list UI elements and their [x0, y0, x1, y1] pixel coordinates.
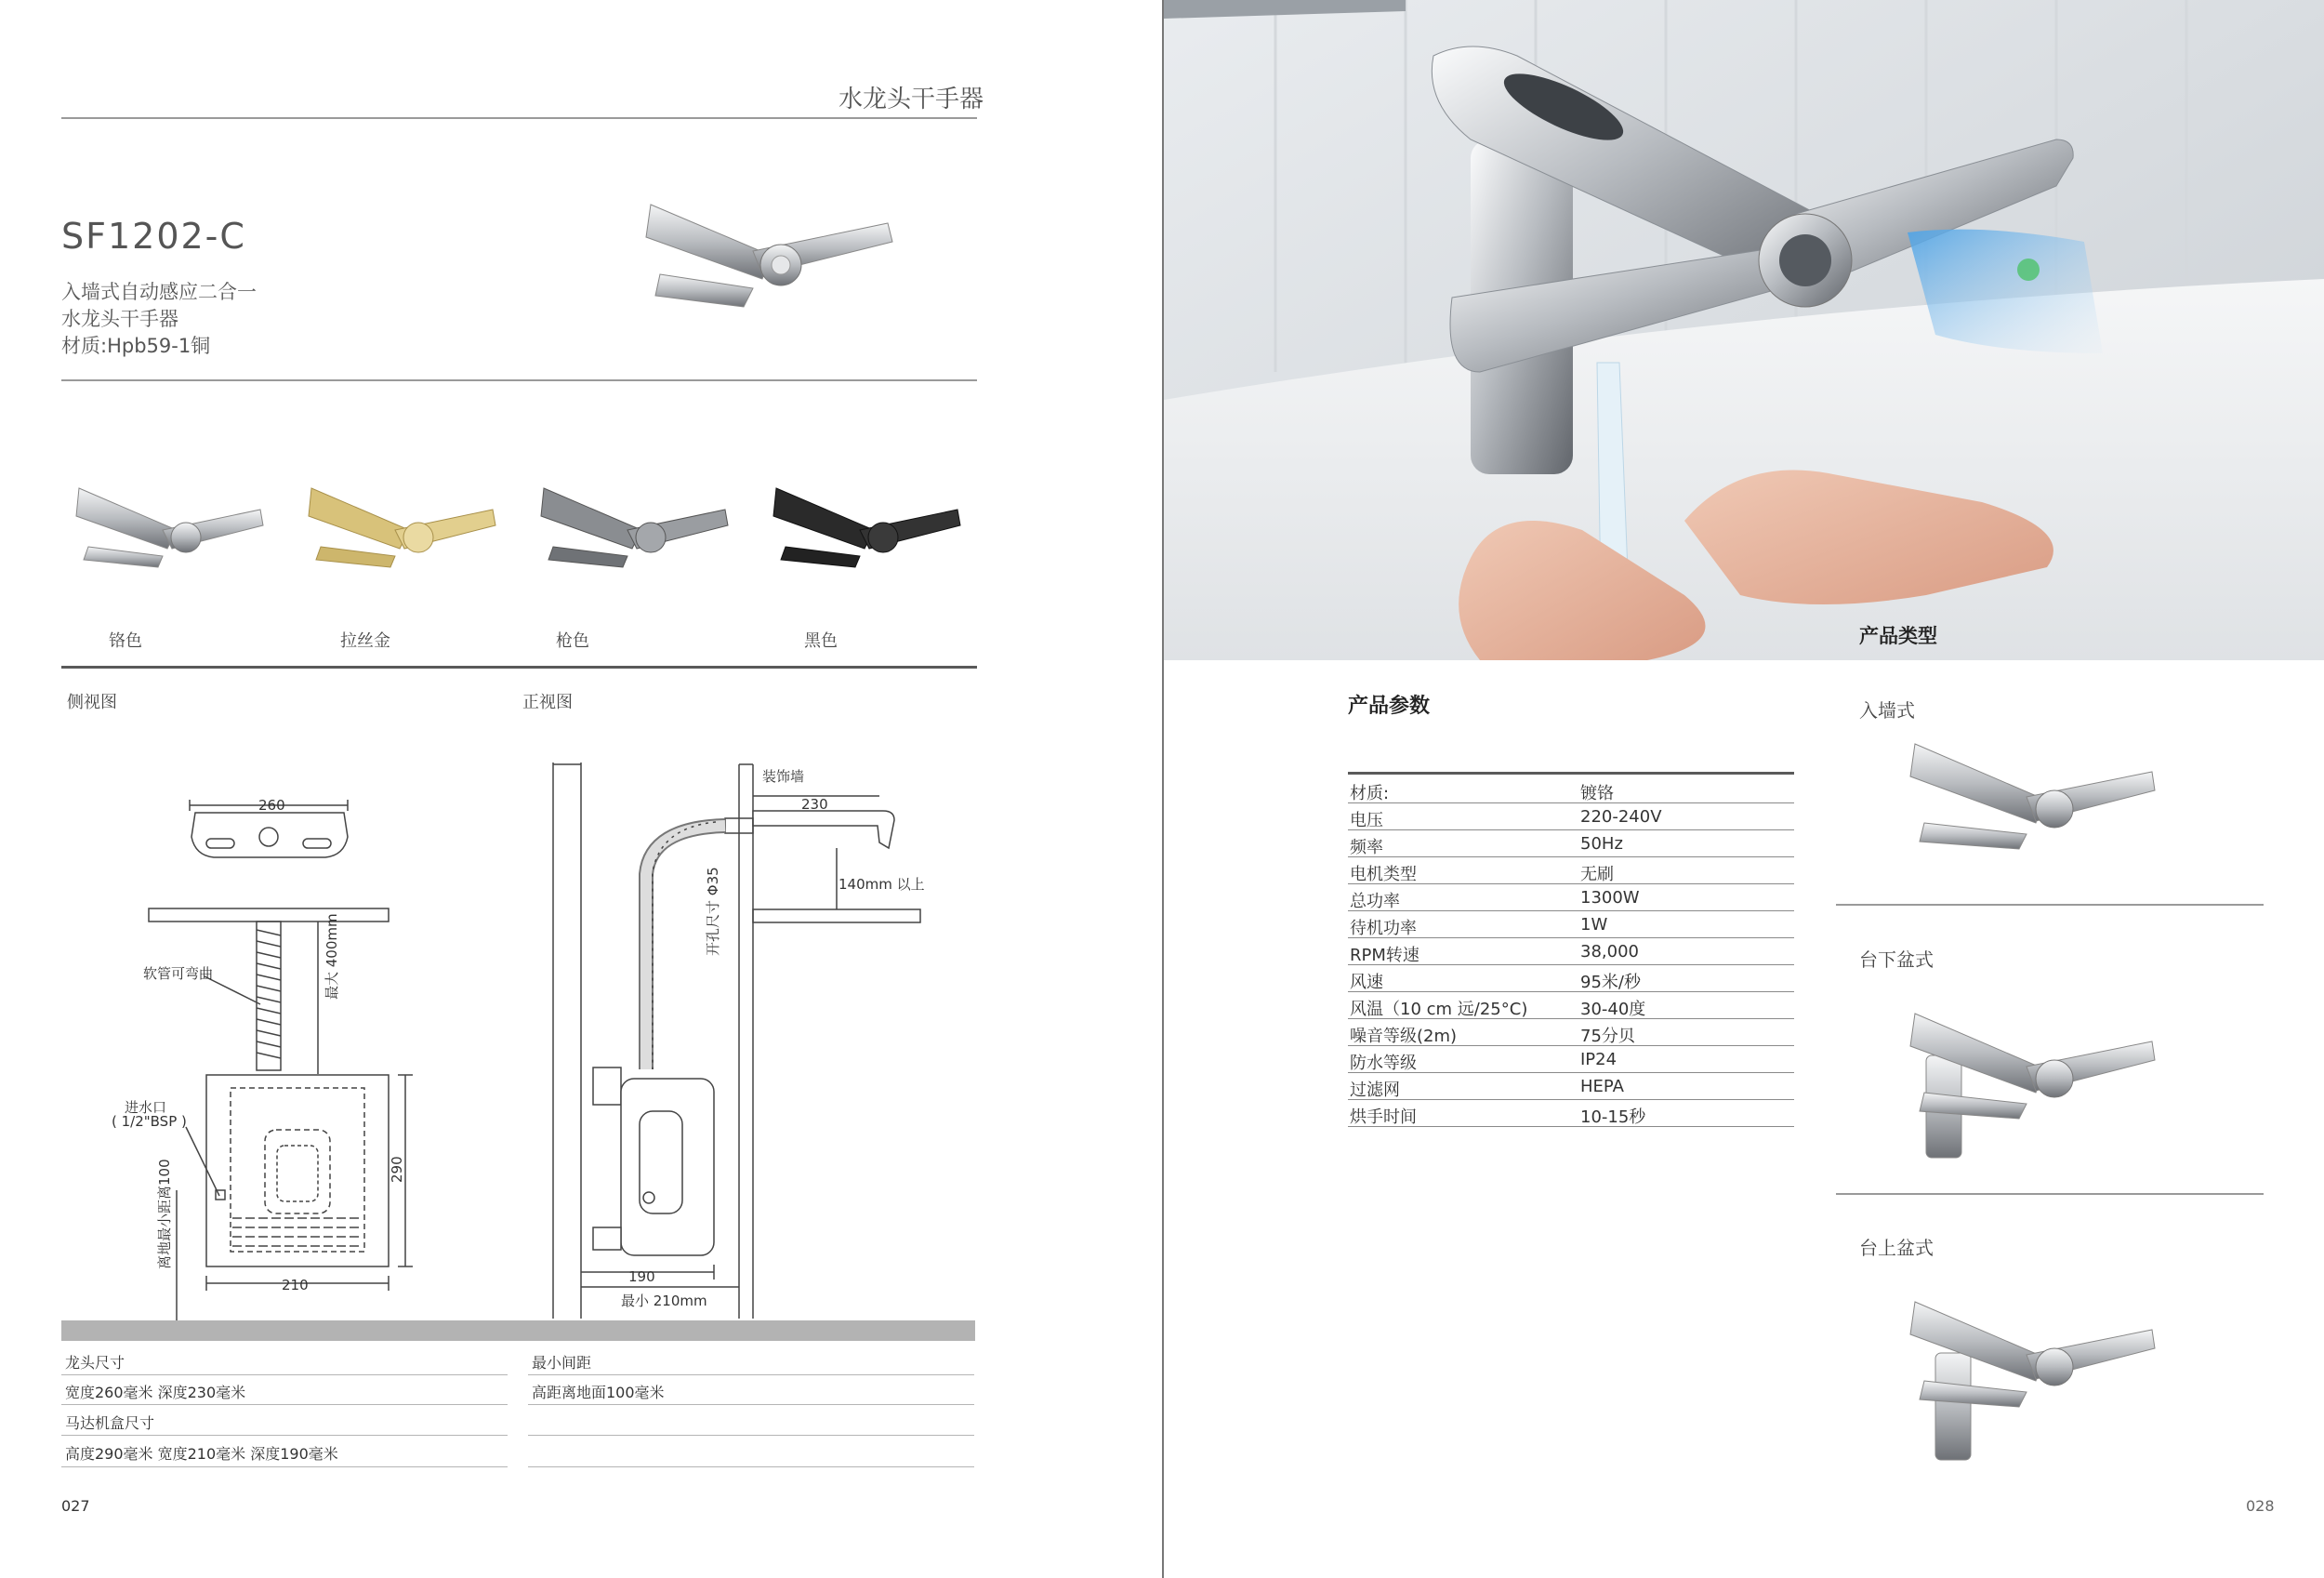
dim-floor-min-100: 离地最小距离100	[156, 1159, 173, 1269]
spec-key: RPM转速	[1350, 946, 1419, 965]
finish-label-gold: 拉丝金	[340, 631, 390, 651]
info-faucet-size-value: 宽度260毫米 深度230毫米	[65, 1384, 246, 1401]
info-rule	[61, 1435, 508, 1436]
spec-table-top	[1348, 772, 1794, 775]
dim-above-140: 140mm 以上	[838, 876, 925, 893]
spec-value: 镀铬	[1580, 784, 1614, 803]
finish-label-gun: 枪色	[556, 631, 589, 651]
spec-row-3	[1348, 856, 1794, 884]
spec-row-2	[1348, 829, 1794, 857]
spec-value: 30-40度	[1580, 1000, 1646, 1019]
type-label-undermount: 台下盆式	[1859, 948, 1934, 971]
spec-row-10	[1348, 1045, 1794, 1073]
info-rule	[61, 1466, 508, 1467]
description-line-2: 水龙头干手器	[61, 308, 178, 330]
info-rule	[528, 1374, 974, 1375]
params-title: 产品参数	[1348, 695, 1431, 718]
info-min-spacing-value: 高距离地面100毫米	[532, 1384, 665, 1401]
label-hose-bendable: 软管可弯曲	[143, 965, 214, 982]
spec-value: 38,000	[1580, 942, 1639, 961]
info-motor-box-title: 马达机盒尺寸	[65, 1414, 155, 1432]
front-view-drawing	[548, 762, 939, 1320]
info-rule	[528, 1404, 974, 1405]
gun-finish-image	[539, 474, 734, 577]
spec-key: 材质:	[1350, 784, 1390, 803]
finish-label-black: 黑色	[804, 631, 838, 651]
header-divider	[61, 117, 977, 119]
spec-row-11	[1348, 1072, 1794, 1100]
spec-value: 1W	[1580, 915, 1608, 935]
side-view-title: 侧视图	[67, 693, 117, 712]
spec-value: 75分贝	[1580, 1027, 1635, 1046]
product-photo	[1164, 0, 2324, 660]
spec-key: 防水等级	[1350, 1054, 1417, 1073]
spec-key: 电压	[1350, 811, 1383, 830]
type-divider-1	[1836, 904, 2264, 906]
spec-value: IP24	[1580, 1050, 1618, 1069]
dim-height-290: 290	[389, 1156, 405, 1183]
type-label-wall: 入墙式	[1859, 699, 1915, 722]
spec-row-12	[1348, 1099, 1794, 1127]
spec-row-7	[1348, 964, 1794, 992]
description-line-1: 入墙式自动感应二合一	[61, 281, 257, 303]
spec-key: 过滤网	[1350, 1081, 1400, 1100]
spec-row-9	[1348, 1018, 1794, 1046]
info-rule	[528, 1435, 974, 1436]
info-motor-box-value: 高度290毫米 宽度210毫米 深度190毫米	[65, 1445, 338, 1463]
divider-3	[61, 666, 977, 669]
gold-finish-image	[307, 474, 502, 577]
spec-value: 50Hz	[1580, 834, 1623, 854]
type-label-countertop: 台上盆式	[1859, 1237, 1934, 1259]
spec-row-4	[1348, 883, 1794, 911]
spec-row-5	[1348, 910, 1794, 938]
black-finish-image	[772, 474, 967, 577]
info-faucet-size-title: 龙头尺寸	[65, 1354, 125, 1372]
dim-depth-230: 230	[801, 796, 828, 813]
spec-value: 95米/秒	[1580, 973, 1641, 992]
spec-key: 电机类型	[1350, 865, 1417, 884]
label-deco-wall: 装饰墙	[762, 768, 805, 785]
finish-label-chrome: 铬色	[109, 631, 142, 651]
spec-key: 噪音等级(2m)	[1350, 1027, 1458, 1046]
info-rule	[61, 1374, 508, 1375]
page-number-left: 027	[61, 1497, 90, 1515]
spec-value: 1300W	[1580, 888, 1640, 908]
spec-key: 频率	[1350, 838, 1383, 857]
countertop-image	[1906, 1288, 2157, 1465]
label-hole-size: 开孔尺寸 Φ35	[705, 867, 721, 956]
description-line-3: 材质:Hpb59-1铜	[61, 335, 211, 357]
spec-key: 烘手时间	[1350, 1107, 1417, 1127]
wall-mounted-image	[1906, 730, 2157, 860]
label-inlet-spec: ( 1/2"BSP )	[112, 1113, 187, 1130]
product-hero-image	[641, 186, 902, 316]
label-inlet: 进水口	[125, 1099, 167, 1116]
spec-value: 10-15秒	[1580, 1107, 1646, 1127]
dim-depth-190: 190	[628, 1268, 655, 1285]
spec-key: 风温（10 cm 远/25°C)	[1350, 1000, 1528, 1019]
spec-row-8	[1348, 991, 1794, 1019]
spec-value: 220-240V	[1580, 807, 1662, 827]
spec-value: HEPA	[1580, 1077, 1624, 1096]
dim-width-260: 260	[258, 797, 285, 814]
dim-width-210: 210	[282, 1277, 309, 1293]
spec-row-1	[1348, 802, 1794, 830]
product-type-title: 产品类型	[1859, 625, 1937, 647]
spec-row-6	[1348, 937, 1794, 965]
undermount-image	[1906, 1000, 2157, 1167]
spec-row-0	[1348, 776, 1794, 803]
info-rule	[528, 1466, 974, 1467]
chrome-finish-image	[74, 474, 270, 577]
spec-key: 风速	[1350, 973, 1383, 992]
spec-value: 无刷	[1580, 865, 1614, 884]
dim-max-400: 最大 400mm	[324, 913, 340, 1000]
info-rule	[61, 1404, 508, 1405]
page-number-right: 028	[2246, 1497, 2275, 1515]
floor-bar	[61, 1320, 975, 1341]
dim-min-210: 最小 210mm	[621, 1293, 707, 1309]
info-min-spacing-title: 最小间距	[532, 1354, 592, 1372]
type-divider-2	[1836, 1193, 2264, 1195]
section-title: 水龙头干手器	[838, 86, 984, 113]
spec-key: 待机功率	[1350, 919, 1417, 938]
model-number: SF1202-C	[61, 216, 246, 257]
front-view-title: 正视图	[522, 693, 573, 712]
spec-key: 总功率	[1350, 892, 1400, 911]
divider-2	[61, 379, 977, 381]
